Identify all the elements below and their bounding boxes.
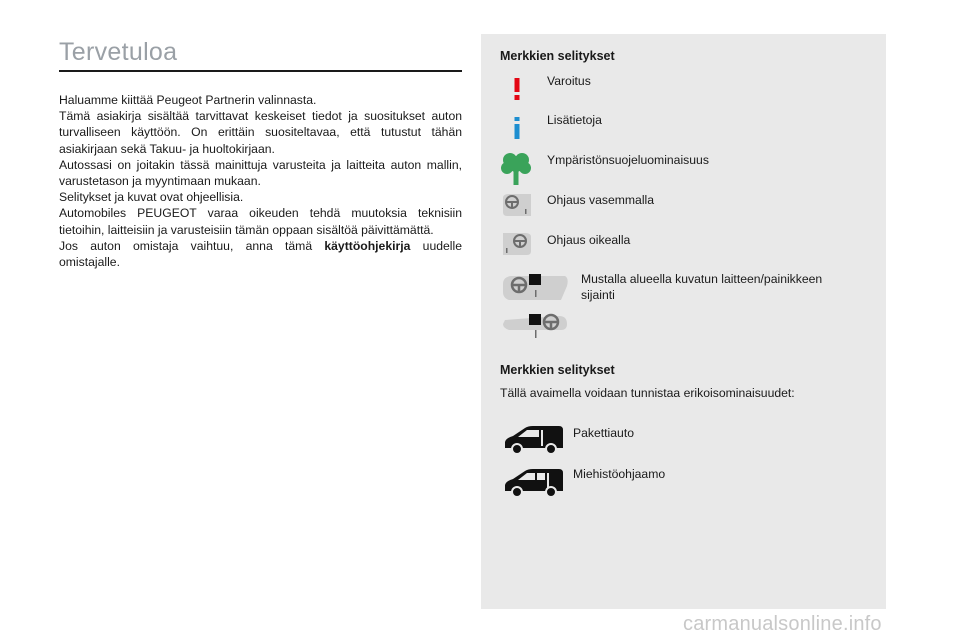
right-hand-drive-icon	[501, 231, 533, 262]
legend-heading: Merkkien selitykset	[500, 363, 615, 377]
left-hand-drive-icon	[501, 192, 533, 223]
legend-label: Lisätietoja	[547, 113, 602, 127]
legend-label: Miehistöohjaamo	[573, 467, 666, 481]
crew-cab-van-icon	[503, 467, 565, 504]
intro-paragraph: Autossasi on joitakin tässä mainittuja varusteita ja laitteita auton mallin, varustetason ja myyntimaan mukaan.	[59, 157, 462, 189]
legend-subtitle: Tällä avaimella voidaan tunnistaa erikoisominaisuudet:	[500, 386, 795, 400]
intro-paragraph: Selitykset ja kuvat ovat ohjeellisia.	[59, 190, 244, 205]
intro-paragraph: Tämä asiakirja sisältää tarvittavat keskeiset tiedot ja suositukset auton turvalliseen käyttöön. On erittäin suositeltavaa, että tutustut tähän asiakirjaan sekä Takuu- ja huoltokirjaan.	[59, 109, 462, 156]
warning-icon	[512, 78, 522, 105]
legend-label: Ympäristönsuojeluominaisuus	[547, 153, 709, 167]
legend-heading: Merkkien selitykset	[500, 49, 615, 63]
eco-tree-icon	[501, 151, 531, 190]
legend-label: Mustalla alueella kuvatun laitteen/painikkeen sijainti	[581, 272, 823, 302]
intro-paragraph: Haluamme kiittää Peugeot Partnerin valinnasta.	[59, 93, 317, 107]
last-line-prefix: Jos auton omistaja vaihtuu, anna tämä	[59, 238, 325, 253]
control-location-icon	[501, 272, 571, 349]
legend-label: Pakettiauto	[573, 426, 634, 440]
watermark: carmanualsonline.info	[683, 613, 882, 635]
last-line-suffix: uudelle omistajalle.	[59, 238, 462, 270]
van-icon	[503, 424, 565, 461]
intro-paragraph-last	[59, 238, 462, 270]
legend-panel	[481, 34, 886, 609]
legend-label: Ohjaus oikealla	[547, 233, 631, 247]
legend-label: Varoitus	[547, 74, 591, 88]
intro-paragraph: Automobiles PEUGEOT varaa oikeuden tehdä muutoksia teknisiin tietoihin, laitteisiin ja varusteisiin tämän oppaan sisältöä päivittämättä.	[59, 206, 462, 237]
page-title: Tervetuloa	[59, 38, 178, 66]
intro-text	[59, 92, 462, 270]
info-icon	[512, 117, 522, 144]
manual-term: käyttöohjekirja	[324, 238, 411, 253]
legend-label: Ohjaus vasemmalla	[547, 193, 655, 207]
title-divider	[59, 70, 462, 72]
